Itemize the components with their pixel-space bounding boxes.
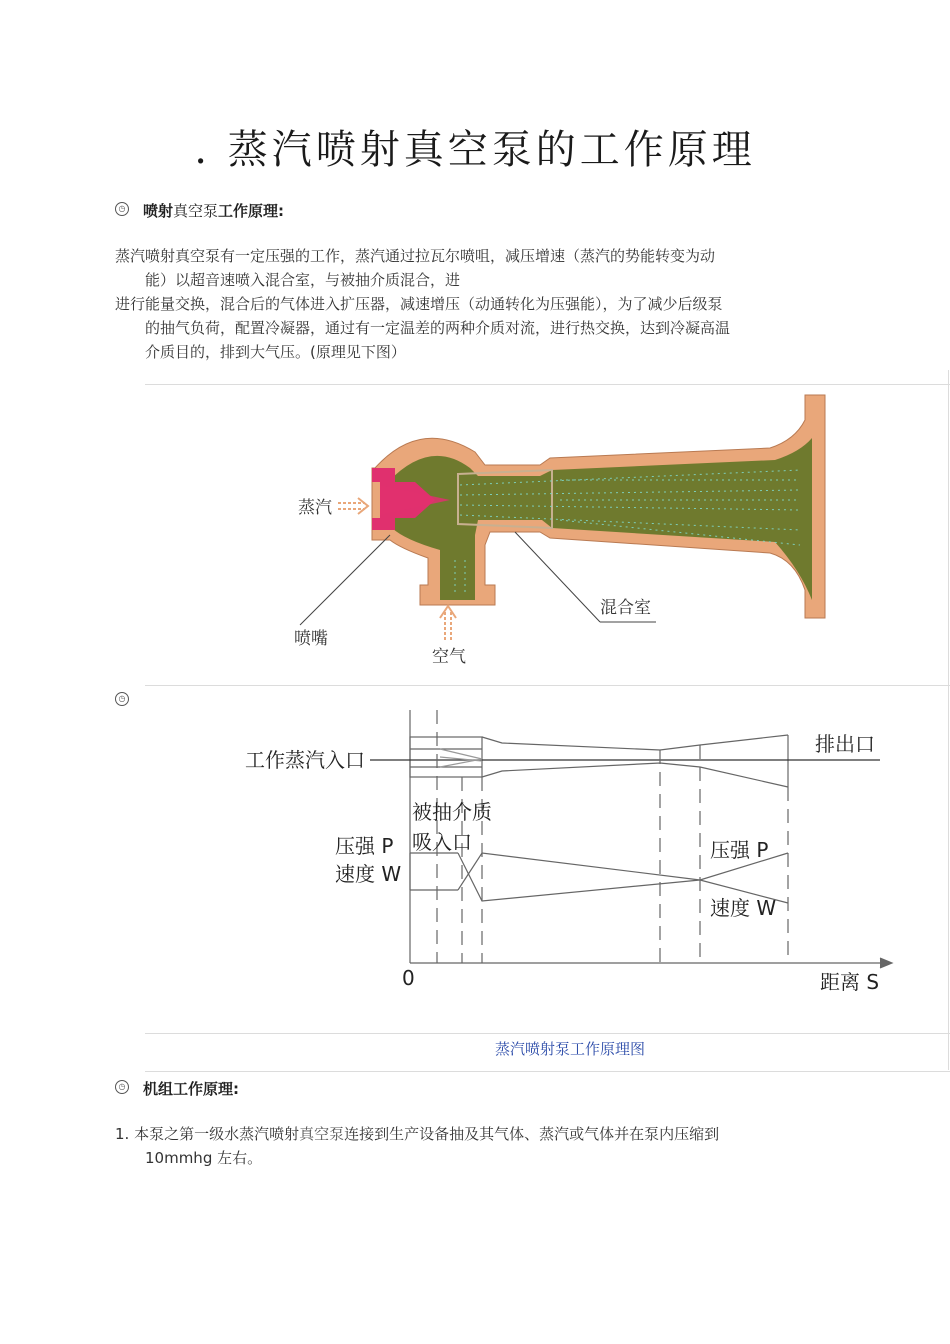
label-suction: 吸入口 <box>412 830 472 854</box>
para-line: 10mmhg 左右。 <box>145 1149 263 1167</box>
divider <box>145 1071 950 1072</box>
para-line: 能）以超音速喷入混合室，与被抽介质混合，进 <box>145 271 461 289</box>
air-arrow <box>440 606 456 640</box>
divider <box>145 384 950 385</box>
ejector-diagram <box>280 390 860 675</box>
clock-icon: ◷ <box>115 1080 129 1094</box>
label-pressure: 压强 P <box>710 838 769 862</box>
clock-icon: ◷ <box>115 692 129 706</box>
section-heading-unit: 机组工作原理: <box>143 1080 239 1098</box>
para-line: 进行能量交换，混合后的气体进入扩压器，减速增压（动通转化为压强能），为了减少后级泵 <box>115 295 723 313</box>
paragraph-principle <box>115 244 835 364</box>
steam-arrow <box>338 498 368 514</box>
label-mixing-chamber: 混合室 <box>600 598 651 618</box>
clock-icon: ◷ <box>115 202 129 216</box>
para-line: 的抽气负荷，配置冷凝器，通过有一定温差的两种介质对流，进行热交换，达到冷凝高温 <box>145 319 731 337</box>
label-steam: 蒸汽 <box>298 498 332 518</box>
label-velocity: 速度 W <box>335 862 402 886</box>
para-line: 蒸汽喷射真空泵有一定压强的工作，蒸汽通过拉瓦尔喷咀，减压增速（蒸汽的势能转变为动 <box>115 247 716 265</box>
figure-caption: 蒸汽喷射泵工作原理图 <box>494 1040 645 1058</box>
heading-normal: 真空泵 <box>173 202 219 220</box>
label-velocity: 速度 W <box>710 896 777 920</box>
label-distance: 距离 S <box>820 970 880 994</box>
label-suction: 被抽介质 <box>412 800 492 824</box>
label-nozzle: 喷嘴 <box>294 629 328 649</box>
heading-bold-b: 工作原理: <box>218 202 285 220</box>
label-outlet: 排出口 <box>815 732 875 756</box>
label-air: 空气 <box>432 647 466 667</box>
divider <box>948 370 949 1070</box>
page-title: . 蒸汽喷射真空泵的工作原理 <box>194 127 756 173</box>
label-origin: 0 <box>402 966 415 990</box>
pressure-velocity-diagram <box>240 705 900 1005</box>
pump-link[interactable]: 真空泵 <box>299 1125 345 1143</box>
label-pressure: 压强 P <box>335 834 394 858</box>
para-text: 1. 本泵之第一级水蒸汽喷射 <box>115 1125 300 1143</box>
heading-bold-a: 喷射 <box>143 202 174 220</box>
para-text: 连接到生产设备抽及其气体、蒸汽或气体并在泵内压缩到 <box>344 1125 720 1143</box>
divider <box>145 685 950 686</box>
section-heading-principle <box>143 200 284 221</box>
para-line: 介质目的，排到大气压。(原理见下图） <box>145 343 406 361</box>
para-line <box>115 1122 835 1146</box>
divider <box>145 1033 950 1034</box>
label-inlet: 工作蒸汽入口 <box>245 748 365 772</box>
paragraph-unit <box>115 1122 835 1170</box>
